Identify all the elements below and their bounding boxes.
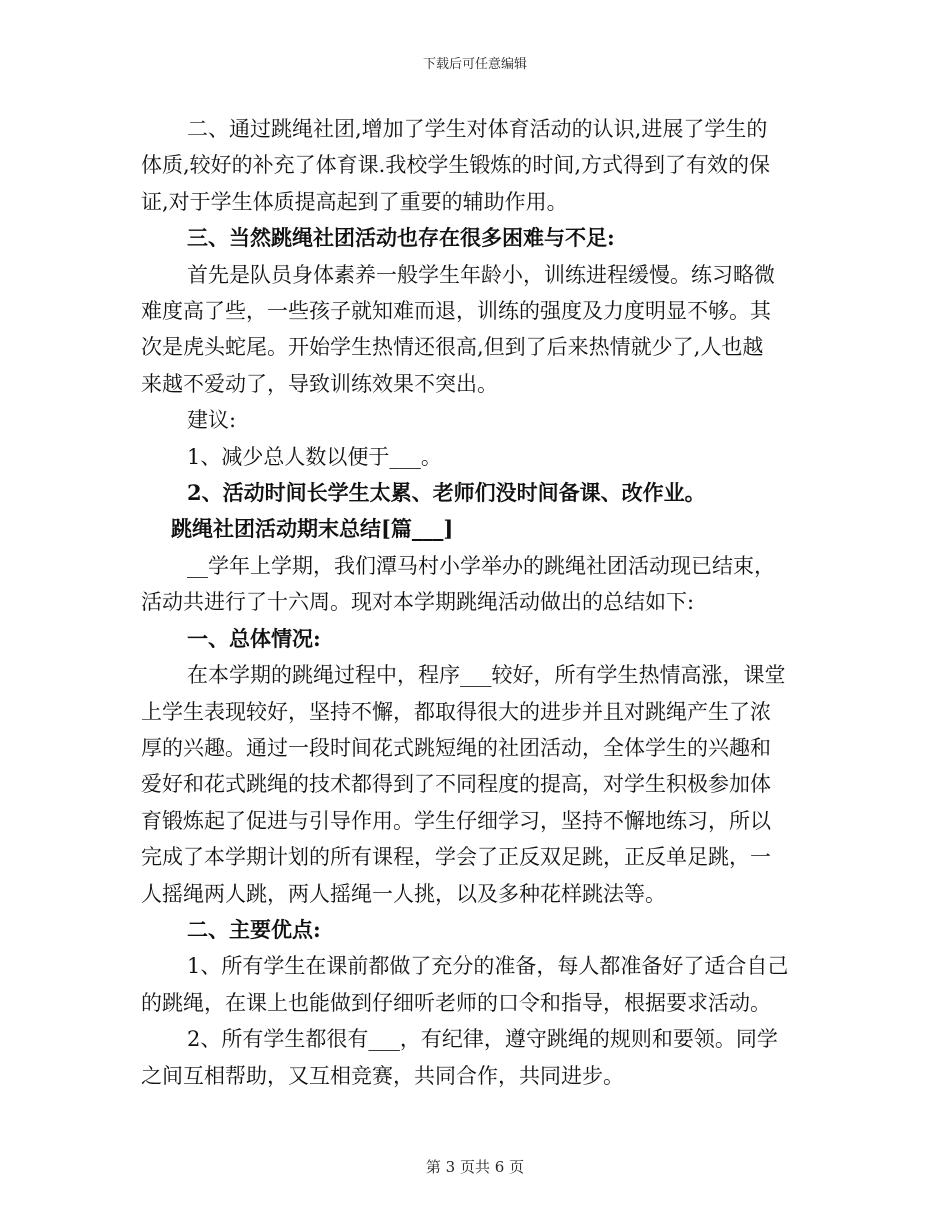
text-line: 1、减少总人数以便于___。 [187,444,442,469]
text-line: 证,对于学生体质提高起到了重要的辅助作用。 [141,189,568,214]
text-line: 次是虎头蛇尾。开始学生热情还很高,但到了后来热情就少了,人也越 [141,335,764,360]
text-line: 体质,较好的补充了体育课.我校学生锻炼的时间,方式得到了有效的保 [141,153,771,178]
strength-item-1 [141,948,813,1021]
text-line: 厚的兴趣。通过一段时间花式跳短绳的社团活动，全体学生的兴趣和 [141,735,771,760]
strength-item-2 [141,1021,813,1094]
paragraph-intro [141,548,813,621]
paragraph-overall [141,657,813,912]
document-body [141,111,813,1094]
section-heading-3 [141,220,813,256]
text-line: 二、通过跳绳社团,增加了学生对体育活动的认识,进展了学生的 [187,117,768,141]
text-line: 的跳绳，在课上也能做到仔细听老师的口令和指导，根据要求活动。 [141,990,771,1015]
text-line: 育锻炼起了促进与引导作用。学生仔细学习，坚持不懈地练习，所以 [141,808,771,833]
suggestion-item-1 [141,439,813,475]
text-line: 2、活动时间长学生太累、老师们没时间备课、改作业。 [187,480,706,506]
paragraph-2-benefits [141,111,813,220]
text-line: 建议: [187,408,237,433]
text-line: 1、所有学生在课前都做了充分的准备，每人都准备好了适合自己 [187,954,789,979]
section-heading-strengths [141,912,813,948]
text-line: __学年上学期，我们潭马村小学举办的跳绳社团活动现已结束， [187,553,775,578]
text-line: 首先是队员身体素养一般学生年龄小，训练进程缓慢。练习略微 [187,262,775,287]
text-line: 难度高了些，一些孩子就知难而退，训练的强度及力度明显不够。其 [141,299,771,324]
page-header: 下载后可任意编辑 [422,57,527,72]
text-line: 人摇绳两人跳，两人摇绳一人挑，以及多种花样跳法等。 [141,881,666,906]
title-text: 跳绳社团活动期末总结[篇___] [171,516,454,542]
text-line: 爱好和花式跳绳的技术都得到了不同程度的提高，对学生积极参加体 [141,772,771,797]
text-line: 活动共进行了十六周。现对本学期跳绳活动做出的总结如下: [141,590,695,615]
paragraph-suggestion-label [141,402,813,438]
heading-text: 三、当然跳绳社团活动也存在很多困难与不足: [187,225,615,251]
text-line: 2、所有学生都很有___，有纪律，遵守跳绳的规则和要领。同学 [187,1027,778,1052]
section-heading-overall [141,621,813,657]
suggestion-item-2 [141,475,813,511]
text-line: 之间互相帮助，又互相竞赛，共同合作，共同进步。 [141,1063,624,1088]
text-line: 完成了本学期计划的所有课程，学会了正反双足跳，正反单足跳，一 [141,845,771,870]
section-title [141,511,813,547]
text-line: 来越不爱动了，导致训练效果不突出。 [141,371,498,396]
text-line: 上学生表现较好，坚持不懈，都取得很大的进步并且对跳绳产生了浓 [141,699,771,724]
heading-text: 二、主要优点: [187,916,321,942]
text-line: 在本学期的跳绳过程中，程序___较好，所有学生热情高涨，课堂 [187,663,786,688]
page-footer: 第 3 页共 6 页 [425,1158,525,1176]
paragraph-problems [141,257,813,403]
heading-text: 一、总体情况: [187,625,321,651]
